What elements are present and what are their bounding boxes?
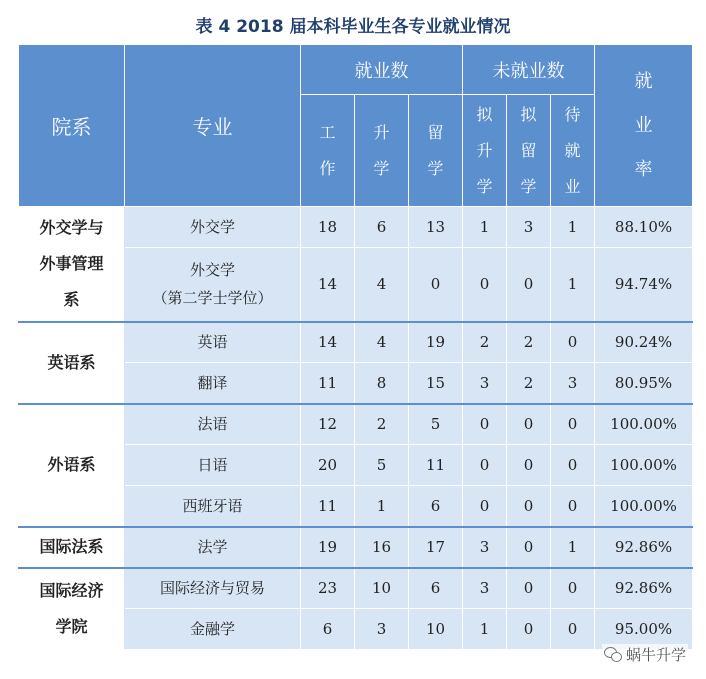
value-cell: 0	[507, 527, 551, 568]
value-cell: 5	[355, 445, 409, 486]
value-cell: 19	[301, 527, 355, 568]
value-cell: 0	[507, 486, 551, 527]
major-cell: 英语	[125, 322, 301, 363]
table-row	[19, 404, 693, 445]
table-row	[19, 527, 693, 568]
value-cell: 14	[301, 248, 355, 322]
major-cell: 国际经济与贸易	[125, 568, 301, 609]
value-cell: 10	[355, 568, 409, 609]
watermark	[602, 644, 688, 665]
value-cell: 3	[355, 609, 409, 650]
major-cell: 法语	[125, 404, 301, 445]
value-cell: 1	[355, 486, 409, 527]
value-cell: 11	[409, 445, 463, 486]
value-cell: 2	[507, 322, 551, 363]
table-title: 表 4 2018 届本科毕业生各专业就业情况	[195, 17, 511, 37]
watermark-text: 蜗牛升学	[625, 646, 686, 664]
rate-cell: 100.00%	[595, 486, 693, 527]
value-cell: 12	[301, 404, 355, 445]
header-dept: 院系	[19, 45, 125, 207]
value-cell: 0	[551, 322, 595, 363]
header-work: 工 作	[301, 95, 355, 207]
value-cell: 2	[463, 322, 507, 363]
value-cell: 0	[463, 445, 507, 486]
rate-cell: 92.86%	[595, 527, 693, 568]
value-cell: 0	[507, 445, 551, 486]
dept-cell: 国际经济 学院	[19, 568, 125, 650]
header-major: 专业	[125, 45, 301, 207]
value-cell: 19	[409, 322, 463, 363]
header-plan-further: 拟 升 学	[463, 95, 507, 207]
value-cell: 6	[409, 486, 463, 527]
major-cell: 外交学 （第二学士学位）	[125, 248, 301, 322]
header-employed: 就业数	[301, 45, 463, 95]
major-cell: 外交学	[125, 207, 301, 248]
value-cell: 6	[409, 568, 463, 609]
value-cell: 8	[355, 363, 409, 404]
header-plan-abroad: 拟 留 学	[507, 95, 551, 207]
value-cell: 0	[507, 568, 551, 609]
rate-cell: 100.00%	[595, 404, 693, 445]
value-cell: 2	[507, 363, 551, 404]
value-cell: 17	[409, 527, 463, 568]
rate-cell: 80.95%	[595, 363, 693, 404]
value-cell: 4	[355, 248, 409, 322]
value-cell: 0	[551, 568, 595, 609]
dept-cell: 外交学与 外事管理 系	[19, 207, 125, 322]
header-abroad: 留 学	[409, 95, 463, 207]
major-cell: 法学	[125, 527, 301, 568]
dept-cell: 国际法系	[19, 527, 125, 568]
value-cell: 0	[551, 609, 595, 650]
rate-cell: 94.74%	[595, 248, 693, 322]
dept-cell: 外语系	[19, 404, 125, 527]
value-cell: 1	[551, 248, 595, 322]
value-cell: 0	[551, 445, 595, 486]
header-rate: 就 业 率	[595, 45, 693, 207]
table-row	[19, 568, 693, 609]
value-cell: 3	[463, 363, 507, 404]
value-cell: 3	[463, 527, 507, 568]
value-cell: 0	[463, 248, 507, 322]
major-cell: 西班牙语	[125, 486, 301, 527]
major-cell: 翻译	[125, 363, 301, 404]
value-cell: 5	[409, 404, 463, 445]
value-cell: 20	[301, 445, 355, 486]
value-cell: 0	[507, 404, 551, 445]
rate-cell: 92.86%	[595, 568, 693, 609]
value-cell: 0	[551, 404, 595, 445]
major-cell: 金融学	[125, 609, 301, 650]
value-cell: 1	[551, 207, 595, 248]
header-waiting: 待 就 业	[551, 95, 595, 207]
value-cell: 11	[301, 363, 355, 404]
value-cell: 4	[355, 322, 409, 363]
wechat-icon	[604, 647, 622, 662]
value-cell: 1	[463, 609, 507, 650]
value-cell: 23	[301, 568, 355, 609]
value-cell: 6	[301, 609, 355, 650]
value-cell: 0	[463, 486, 507, 527]
value-cell: 11	[301, 486, 355, 527]
rate-cell: 90.24%	[595, 322, 693, 363]
employment-table	[18, 44, 693, 650]
rate-cell: 100.00%	[595, 445, 693, 486]
value-cell: 1	[463, 207, 507, 248]
value-cell: 0	[463, 404, 507, 445]
rate-cell: 95.00%	[595, 609, 693, 650]
value-cell: 3	[507, 207, 551, 248]
value-cell: 14	[301, 322, 355, 363]
header-unemployed: 未就业数	[463, 45, 595, 95]
dept-cell: 英语系	[19, 322, 125, 404]
value-cell: 16	[355, 527, 409, 568]
value-cell: 6	[355, 207, 409, 248]
value-cell: 3	[551, 363, 595, 404]
major-cell: 日语	[125, 445, 301, 486]
header-further: 升 学	[355, 95, 409, 207]
table-row	[19, 322, 693, 363]
value-cell: 15	[409, 363, 463, 404]
value-cell: 13	[409, 207, 463, 248]
value-cell: 0	[551, 486, 595, 527]
table-row	[19, 207, 693, 248]
rate-cell: 88.10%	[595, 207, 693, 248]
value-cell: 18	[301, 207, 355, 248]
value-cell: 10	[409, 609, 463, 650]
value-cell: 2	[355, 404, 409, 445]
value-cell: 1	[551, 527, 595, 568]
value-cell: 3	[463, 568, 507, 609]
value-cell: 0	[409, 248, 463, 322]
value-cell: 0	[507, 248, 551, 322]
value-cell: 0	[507, 609, 551, 650]
